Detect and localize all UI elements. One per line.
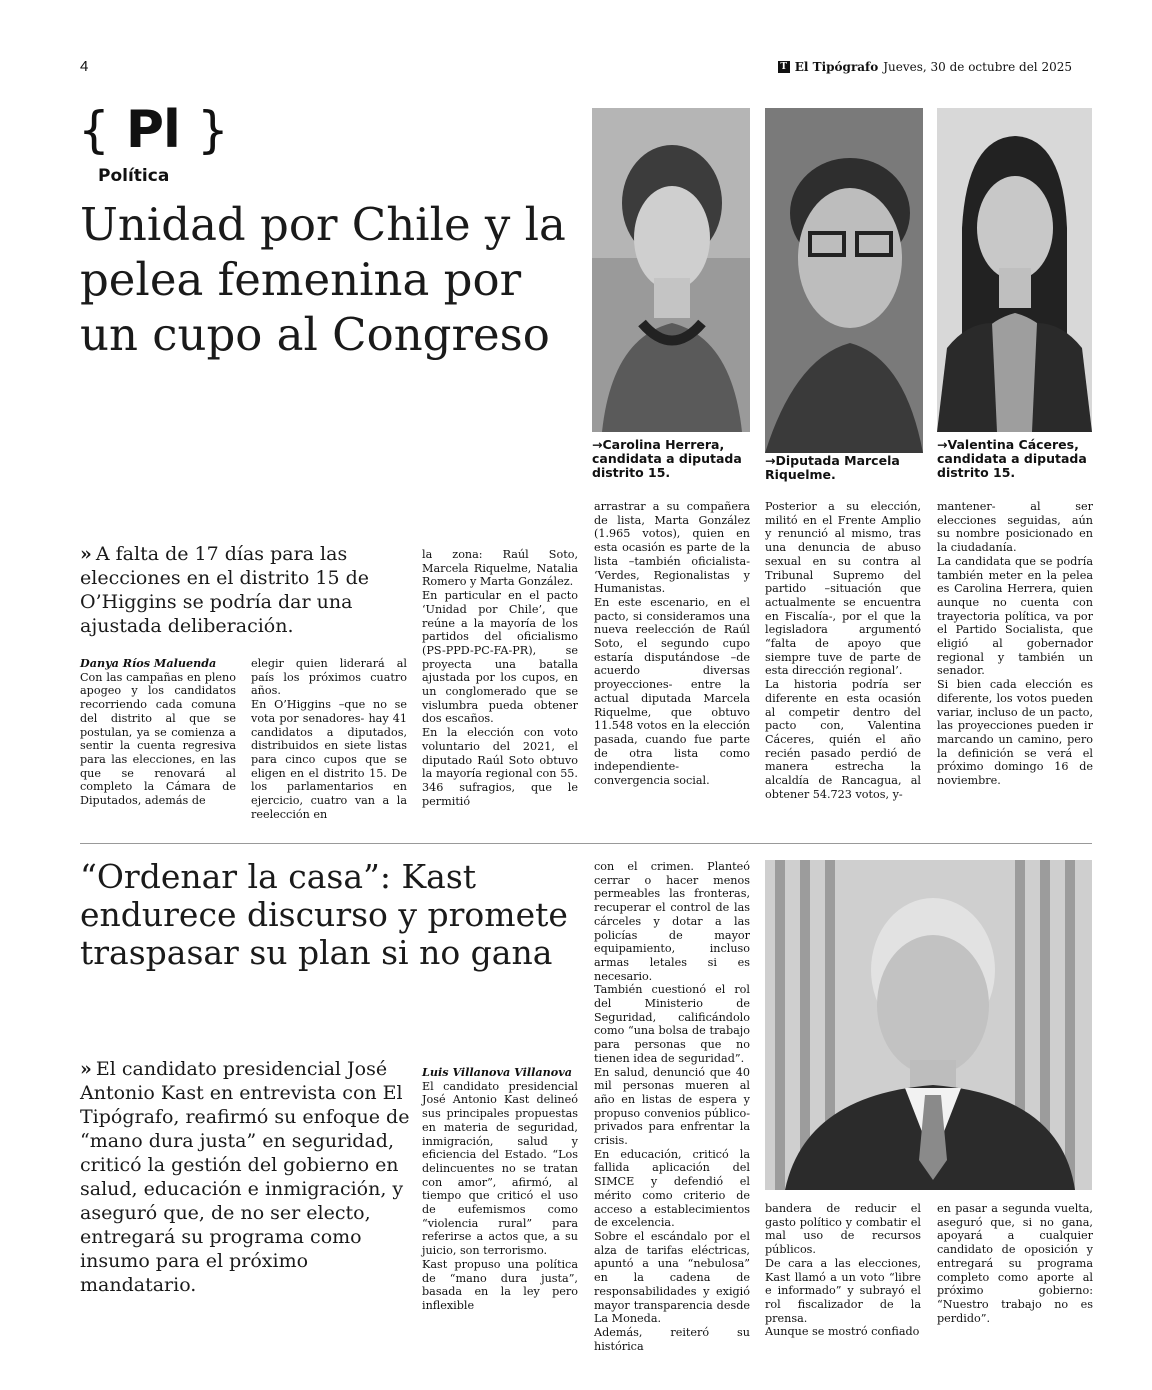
section-open-brace: {	[78, 101, 109, 159]
lede-marker-icon: »	[80, 543, 92, 565]
arrow-right-icon: →	[592, 437, 603, 452]
caption-marcela-riquelme: →Diputada Marcela Riquelme.	[765, 453, 900, 482]
arrow-right-icon: →	[765, 453, 776, 468]
article1-headline: Unidad por Chile y la pelea femenina por un cupo al Congreso	[80, 198, 566, 361]
article2-headline: “Ordenar la casa”: Kast endurece discurso y promete traspasar su plan si no gana	[80, 857, 568, 972]
arrow-right-icon: →	[937, 437, 948, 452]
article1-column-1: Danya Ríos Maluenda Con las campañas en pleno apogeo y los candidatos recorriendo cada comuna del distrito al que se postulan, ya se comienza a sentir la cuenta regresiva para las elecciones, en las que se renovará al completo la Cámara de Diputados, además de	[80, 656, 236, 808]
article2-column-2: con el crimen. Planteó cerrar o hacer menos permeables las fronteras, recuperar el control de las cárceles y dotar a las policías de mayor equipamiento, incluso armas letales si es necesario. También cuestionó el rol del Ministerio de Seguridad, calificándolo como “una bolsa de trabajo para personas que no tienen idea de seguridad”. En salud, denunció que 40 mil personas mueren al año en listas de espera y propuso convenios público-privados para enfrentar la crisis. En educación, criticó la fallida aplicación del SIMCE y defendió el mérito como criterio de acceso a establecimientos de excelencia. Sobre el escándalo por el alza de tarifas eléctricas, apuntó a una “nebulosa” en la cadena de responsabilidades y exigió mayor transparencia desde La Moneda. Además, reiteró su histórica	[594, 860, 750, 1353]
caption-carolina-herrera: →Carolina Herrera, candidata a diputada distrito 15.	[592, 437, 742, 480]
article2-column-4: en pasar a segunda vuelta, aseguró que, si no gana, apoyará a cualquier candidato de oposición y entregará su programa completo como aporte al próximo gobierno: “Nuestro trabajo no es perdido”.	[937, 1202, 1093, 1325]
section-close-brace: }	[196, 101, 228, 159]
article2-column-3: bandera de reducir el gasto político y combatir el mal uso de recursos públicos. De cara a las elecciones, Kast llamó a un voto “libre e informado” y subrayó el rol fiscalizador de la prensa. Aunque se mostró confiado	[765, 1202, 921, 1339]
article1-column-2: elegir quien liderará al país los próximos cuatro años. En O’Higgins –que no se vota por senadores- hay 41 candidatos a diputados, distribuidos en siete listas para cinco cupos que se eligen en el distrito 15. De los parlamentarios en ejercicio, cuatro van a la reelección en	[251, 657, 407, 821]
article2-lede: » El candidato presidencial José Antonio Kast en entrevista con El Tipógrafo, reafirmó su enfoque de “mano dura justa” en seguridad, criticó la gestión del gobierno en salud, educación e inmigración, y aseguró que, de no ser electo, entregará su programa como insumo para el próximo mandatario.	[80, 1058, 410, 1296]
masthead-name: El Tipógrafo	[794, 60, 879, 74]
section-marker	[78, 100, 228, 186]
photo-marcela-riquelme	[765, 108, 923, 453]
article1-column-6: mantener- al ser elecciones seguidas, aún su nombre posicionado en la ciudadanía. La candidata que se podría también meter en la pelea es Carolina Herrera, quien aunque no cuenta con trayectoria política, va por el Partido Socialista, que eligió al gobernador regional y también un senador. Si bien cada elección es diferente, los votos pueden variar, incluso de un pacto, las proyecciones pueden ir marcando un camino, pero la definición se verá el próximo domingo 16 de noviembre.	[937, 500, 1093, 788]
article1-column-3: la zona: Raúl Soto, Marcela Riquelme, Natalia Romero y Marta González. En particular en el pacto ‘Unidad por Chile’, que reúne a la mayoría de los partidos del oficialismo (PS-PPD-PC-FA-PR), se proyecta una batalla ajustada por los cupos, en un conglomerado que se vislumbra pueda obtener dos escaños. En la elección con voto voluntario del 2021, el diputado Raúl Soto obtuvo la mayoría regional con 55. 346 sufragios, que le permitió	[422, 548, 578, 808]
photo-jose-antonio-kast	[765, 860, 1092, 1190]
article1-column-4: arrastrar a su compañera de lista, Marta González (1.965 votos), quien en esta ocasión es parte de la lista –también oficialista- ‘Verdes, Regionalistas y Humanistas. En este escenario, en el pacto, si consideramos una nueva reelección de Raúl Soto, el segundo cupo estaría disputándose –de acuerdo diversas proyecciones- entre la actual diputada Marcela Riquelme, que obtuvo 11.548 votos en la elección pasada, cuando fue parte de otra lista como independiente-convergencia social.	[594, 500, 750, 788]
section-divider	[80, 843, 1092, 844]
caption-valentina-caceres: →Valentina Cáceres, candidata a diputada distrito 15.	[937, 437, 1087, 480]
masthead	[778, 60, 1072, 74]
masthead-logo-icon: T	[778, 61, 790, 73]
photo-valentina-caceres	[937, 108, 1092, 432]
page-number: 4	[80, 58, 89, 75]
article2-byline: Luis Villanova Villanova	[422, 1065, 572, 1079]
article2-column-1: Luis Villanova Villanova El candidato presidencial José Antonio Kast delineó sus principales propuestas en materia de seguridad, inmigración, salud y eficiencia del Estado. “Los delincuentes no se tratan con amor”, afirmó, al tiempo que criticó el uso de eufemismos como “violencia rural” para referirse a actos que, a su juicio, son terrorismo. Kast propuso una política de “mano dura justa”, basada en la ley pero inflexible	[422, 1065, 578, 1312]
article1-byline: Danya Ríos Maluenda	[80, 656, 217, 670]
photo-carolina-herrera	[592, 108, 750, 432]
article1-column-5: Posterior a su elección, militó en el Frente Amplio y renunció al mismo, tras una denuncia de abuso sexual en su contra al Tribunal Supremo del partido –situación que actualmente se encuentra en Fiscalía-, por el que la legisladora argumentó “falta de apoyo que siempre tuve de parte de esta dirección regional’. La historia podría ser diferente en esta ocasión al competir dentro del pacto con, Valentina Cáceres, quién el año recién pasado perdió de manera estrecha la alcaldía de Rancagua, al obtener 54.723 votos, y-	[765, 500, 921, 801]
section-label: Política	[98, 166, 170, 186]
masthead-date: Jueves, 30 de octubre del 2025	[883, 60, 1072, 74]
section-code: Pl	[125, 100, 180, 160]
article1-lede: » A falta de 17 días para las elecciones en el distrito 15 de O’Higgins se podría dar una ajustada deliberación.	[80, 543, 370, 637]
lede-marker-icon: »	[80, 1058, 92, 1080]
